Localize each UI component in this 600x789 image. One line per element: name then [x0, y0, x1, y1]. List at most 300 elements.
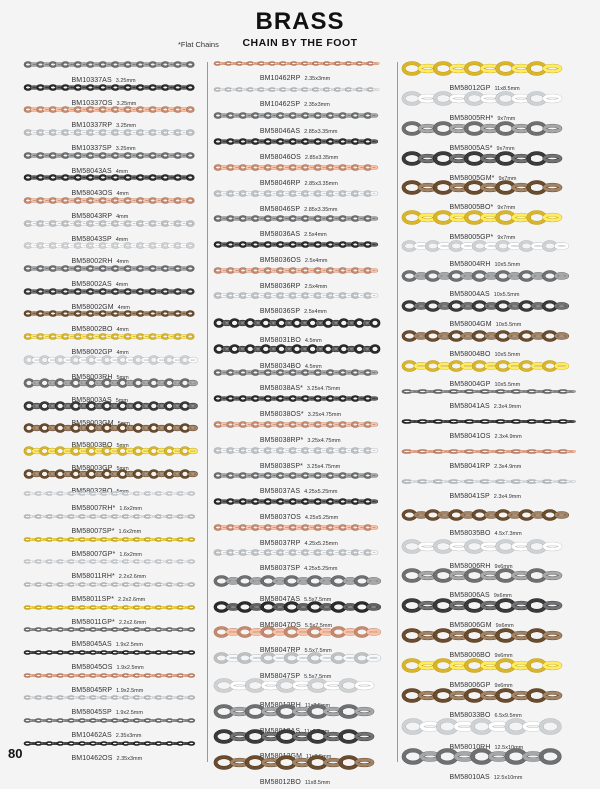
chain-item: [214, 395, 384, 402]
chain-size: 4mm: [118, 305, 130, 311]
chain-link: [371, 475, 377, 477]
chain-code: BM58046SP: [260, 206, 300, 213]
chain-size: 10x5.5mm: [494, 292, 520, 298]
chain-item: [214, 421, 384, 428]
chain-link: [187, 243, 193, 247]
chain-item: [402, 151, 578, 166]
chain-image: [214, 292, 384, 299]
chain-link: [544, 693, 560, 699]
chain-item: [214, 87, 384, 92]
chain-link: [368, 605, 380, 609]
chain-size: 4mm: [116, 237, 128, 243]
chain-link: [187, 108, 193, 112]
chain-code: BM58034BO: [260, 363, 301, 370]
chain-label: [260, 172, 338, 190]
chain-link: [371, 295, 377, 297]
chain-image: [402, 568, 578, 583]
chain-label: [72, 588, 146, 606]
chain-item: [402, 240, 578, 252]
chain-link: [187, 62, 193, 66]
chain-item: [214, 447, 384, 454]
chain-size: 4mm: [116, 282, 128, 288]
chain-image: [214, 318, 384, 328]
chain-size: 5.5x7.5mm: [304, 597, 331, 603]
chain-label: [450, 373, 521, 391]
chain-code: BM10462AS: [72, 732, 112, 739]
chain-label: [450, 455, 522, 473]
chain-code: BM10462SP: [260, 101, 300, 108]
chain-size: 4mm: [117, 191, 129, 197]
chain-image: [214, 421, 384, 428]
chain-item: [402, 568, 578, 583]
chain-image: [24, 605, 200, 610]
chain-code: BM58011RH*: [72, 573, 115, 580]
chain-link: [373, 63, 379, 65]
chain-link: [368, 656, 380, 660]
chain-image: [24, 61, 200, 68]
chain-code: BM58046AS: [260, 128, 300, 135]
chain-link: [371, 500, 377, 502]
chain-code: BM58047AS: [260, 596, 300, 603]
chain-size: 2.3x4.9mm: [495, 434, 522, 440]
chain-item: [214, 241, 384, 248]
chain-item: [214, 601, 384, 613]
chain-code: BM58007GP*: [72, 551, 116, 558]
chain-label: [72, 565, 147, 583]
chain-size: 4mm: [117, 350, 129, 356]
chain-code: BM58033BO: [450, 712, 491, 719]
chain-image: [402, 658, 578, 673]
chain-link: [544, 633, 560, 639]
chain-image: [214, 472, 384, 479]
chain-item: [402, 419, 578, 424]
chain-label: [450, 766, 523, 784]
chain-code: BM58032BO: [72, 488, 113, 495]
chain-image: [214, 601, 384, 613]
chain-code: BM58041SP: [450, 493, 490, 500]
chain-image: [214, 190, 384, 197]
chain-item: [402, 658, 578, 673]
chain-code: BM58043AS: [72, 168, 112, 175]
chain-code: BM58012RH: [260, 702, 301, 709]
chain-label: [260, 223, 327, 241]
chain-size: 5mm: [117, 443, 129, 449]
chain-link: [356, 708, 372, 714]
chain-code: BM58012BO: [260, 779, 301, 786]
chain-image: [402, 91, 578, 106]
chain-size: 1.9x2.5mm: [116, 688, 143, 694]
chain-label: [72, 543, 142, 561]
chain-image: [24, 491, 200, 496]
chain-link: [371, 115, 377, 117]
chain-image: [402, 539, 578, 554]
chain-item: [402, 509, 578, 521]
chain-label: [260, 120, 338, 138]
chain-label: [72, 656, 144, 674]
chain-image: [402, 330, 578, 342]
chain-image: [24, 695, 200, 700]
chain-item: [214, 112, 384, 119]
chain-code: BM58006GP: [450, 682, 491, 689]
chain-item: [214, 524, 384, 531]
chain-code: BM58002BO: [72, 326, 113, 333]
chain-link: [371, 372, 377, 374]
chain-label: [260, 249, 328, 267]
chain-image: [24, 741, 200, 746]
chain-item: [24, 718, 200, 723]
chain-image: [24, 310, 200, 317]
chain-label: [450, 395, 521, 413]
chain-item: [402, 61, 578, 76]
chain-size: 2.85x3.35mm: [304, 207, 337, 213]
chain-image: [24, 242, 200, 249]
chain-image: [214, 704, 384, 719]
chain-size: 2.85x3.35mm: [304, 181, 337, 187]
chain-code: BM58004GP: [450, 381, 491, 388]
chain-image: [24, 174, 200, 181]
chain-link: [371, 552, 377, 554]
chain-link: [189, 472, 197, 476]
chain-image: [214, 138, 384, 145]
chain-label: [72, 701, 143, 719]
chain-link: [371, 526, 377, 528]
chain-size: 5mm: [116, 398, 128, 404]
chain-link: [356, 734, 372, 740]
chain-item: [214, 704, 384, 719]
chain-image: [214, 215, 384, 222]
chain-code: BM58046OS: [260, 154, 301, 161]
chain-item: [402, 180, 578, 195]
chain-code: BM58047SP: [260, 673, 300, 680]
chain-code: BM58002GM: [72, 304, 114, 311]
chain-label: [260, 93, 330, 111]
chain-code: BM58047OS: [260, 622, 301, 629]
chain-image: [402, 389, 578, 394]
chain-item: [214, 344, 384, 354]
chain-code: BM58003AS: [72, 397, 112, 404]
chain-image: [402, 479, 578, 484]
chain-item: [214, 498, 384, 505]
chain-label: [260, 275, 327, 293]
chain-label: [260, 771, 330, 789]
chain-item: [402, 688, 578, 703]
chain-item: [24, 355, 200, 365]
chain-image: [402, 360, 578, 372]
chain-label: [72, 611, 147, 629]
chain-code: BM58007SP*: [72, 528, 115, 535]
chain-link: [567, 421, 576, 423]
chain-size: 10x5.5mm: [496, 322, 522, 328]
chain-link: [544, 663, 560, 669]
chain-size: 2.85x3.35mm: [305, 155, 338, 161]
chain-image: [214, 498, 384, 505]
chain-label: [260, 377, 340, 395]
chain-item: [214, 292, 384, 299]
chain-size: 10x5.5mm: [495, 262, 521, 268]
chain-size: 1.6x2mm: [119, 529, 142, 535]
chain-link: [556, 334, 568, 338]
chain-item: [24, 695, 200, 700]
chain-size: 4mm: [117, 327, 129, 333]
chain-image: [24, 537, 200, 542]
chain-size: 3.25mm: [116, 123, 136, 129]
chain-item: [24, 288, 200, 295]
chain-code: BM58005GM*: [450, 175, 495, 182]
chain-size: 1.6x2mm: [119, 552, 142, 558]
chain-item: [402, 449, 578, 454]
chain-link: [373, 88, 379, 90]
chain-code: BM58010AS: [450, 774, 490, 781]
chain-code: BM58003GP: [72, 465, 113, 472]
chain-size: 3.25mm: [117, 101, 137, 107]
chain-item: [24, 220, 200, 227]
chain-code: BM58005RH*: [450, 115, 494, 122]
chain-size: 11x8.5mm: [305, 703, 330, 709]
chain-size: 1.9x2.5mm: [116, 710, 143, 716]
chain-code: BM58012GM: [260, 753, 302, 760]
chain-size: 2.5x4mm: [304, 232, 327, 238]
chain-image: [402, 598, 578, 613]
page-title: BRASS: [0, 8, 600, 36]
chain-label: [450, 485, 521, 503]
chain-item: [24, 469, 200, 479]
chain-item: [24, 627, 200, 632]
chain-link: [556, 274, 568, 278]
chain-link: [556, 244, 568, 248]
chain-image: [24, 197, 200, 204]
chain-link: [544, 573, 560, 579]
chain-image: [214, 729, 384, 744]
chain-item: [214, 472, 384, 479]
chain-code: BM58037AS: [260, 488, 300, 495]
chain-size: 2.2x2.6mm: [119, 574, 146, 580]
chain-size: 9x6mm: [496, 623, 514, 629]
chain-code: BM58038SP*: [260, 463, 303, 470]
chain-image: [24, 650, 200, 655]
column-divider-right: [397, 62, 398, 762]
chain-code: BM58045SP: [72, 709, 112, 716]
chain-label: [72, 747, 143, 765]
chain-image: [24, 514, 200, 519]
chain-label: [260, 300, 327, 318]
chain-label: [260, 480, 338, 498]
chain-image: [214, 678, 384, 693]
chain-size: 9x6mm: [495, 683, 513, 689]
chain-code: BM58011GP*: [72, 619, 115, 626]
chain-label: [450, 343, 521, 361]
chain-size: 4.5x7.3mm: [495, 531, 522, 537]
chain-image: [24, 265, 200, 272]
chain-image: [402, 300, 578, 312]
chain-code: BM58045AS: [72, 641, 112, 648]
chain-size: 2.5x4mm: [304, 309, 327, 315]
chain-code: BM58043RP: [72, 213, 113, 220]
chain-image: [402, 419, 578, 424]
chain-size: 11x8.5mm: [304, 729, 329, 735]
chain-code: BM58037OS: [260, 514, 301, 521]
chain-item: [24, 378, 200, 388]
chain-link: [368, 630, 380, 634]
chain-image: [24, 129, 200, 136]
chain-size: 9x7mm: [498, 176, 516, 182]
chain-item: [24, 537, 200, 542]
chain-item: [24, 129, 200, 136]
chain-code: BM58036AS: [260, 231, 300, 238]
chain-code: BM58038RP*: [260, 437, 303, 444]
chain-code: BM58005GP*: [450, 234, 494, 241]
chain-link: [567, 451, 576, 453]
chain-image: [214, 112, 384, 119]
chain-link: [356, 760, 372, 766]
chain-label: [450, 522, 522, 540]
chain-item: [24, 61, 200, 68]
chain-size: 4.5mm: [305, 364, 322, 370]
chain-label: [260, 532, 338, 550]
chain-link: [556, 513, 568, 517]
chain-label: [260, 146, 338, 164]
chain-code: BM58007RH*: [72, 505, 116, 512]
chain-size: 5.5x7.5mm: [304, 648, 331, 654]
chain-item: [402, 210, 578, 225]
chain-size: 5mm: [117, 466, 129, 472]
chain-image: [24, 718, 200, 723]
chain-item: [24, 673, 200, 678]
chain-size: 9x6mm: [495, 653, 513, 659]
chain-item: [402, 270, 578, 282]
chain-link: [567, 481, 576, 483]
chain-size: 3.25mm: [116, 78, 136, 84]
chain-image: [402, 151, 578, 166]
chain-item: [402, 628, 578, 643]
flat-chains-note: *Flat Chains: [178, 40, 219, 49]
chain-label: [260, 67, 330, 85]
chain-image: [402, 61, 578, 76]
chain-item: [24, 741, 200, 746]
chain-item: [214, 190, 384, 197]
chain-code: BM58045RP: [72, 687, 113, 694]
chain-link: [544, 66, 560, 72]
chain-image: [214, 241, 384, 248]
chain-size: 9x7mm: [497, 116, 515, 122]
chain-item: [402, 539, 578, 554]
chain-item: [214, 549, 384, 556]
chain-code: BM58038AS*: [260, 385, 303, 392]
chain-image: [214, 755, 384, 770]
chain-link: [544, 543, 560, 549]
page-number: 80: [8, 746, 22, 761]
chain-image: [214, 549, 384, 556]
chain-link: [544, 155, 560, 161]
chain-link: [187, 221, 193, 225]
chain-item: [24, 197, 200, 204]
chain-item: [402, 300, 578, 312]
chain-size: 1.6x2mm: [119, 506, 142, 512]
chain-item: [214, 755, 384, 770]
chain-size: 4.5mm: [305, 338, 322, 344]
chain-size: 12.5x10mm: [494, 775, 523, 781]
chain-link: [371, 423, 377, 425]
chain-code: BM58037SP: [260, 565, 300, 572]
chain-item: [214, 575, 384, 587]
chain-code: BM58004AS: [450, 291, 490, 298]
chain-code: BM10337OS: [72, 100, 113, 107]
chain-code: BM58045OS: [72, 664, 113, 671]
chain-image: [24, 446, 200, 456]
chain-code: BM58043OS: [72, 190, 113, 197]
chain-size: 2.35x3mm: [116, 733, 142, 739]
chain-image: [214, 395, 384, 402]
chain-image: [214, 164, 384, 171]
chain-size: 11x8.5mm: [306, 754, 331, 760]
chain-image: [214, 447, 384, 454]
chain-code: BM58011SP*: [72, 596, 115, 603]
chain-size: 2.3x4.9mm: [494, 404, 521, 410]
chain-link: [544, 96, 560, 102]
chain-size: 2.2x2.6mm: [119, 620, 146, 626]
chain-image: [24, 106, 200, 113]
chain-item: [402, 330, 578, 342]
chain-image: [402, 240, 578, 252]
chain-code: BM58004RH: [450, 261, 491, 268]
chain-item: [402, 718, 578, 735]
chain-link: [371, 166, 377, 168]
chain-code: BM10337SP: [72, 145, 112, 152]
chain-size: 10x5.5mm: [495, 382, 521, 388]
chain-link: [371, 192, 377, 194]
chain-link: [187, 176, 193, 180]
chain-size: 4.25x5.25mm: [305, 515, 338, 521]
chain-image: [24, 288, 200, 295]
chain-code: BM10337RP: [72, 122, 113, 129]
chain-image: [214, 61, 384, 66]
chain-image: [402, 718, 578, 735]
chain-size: 4.25x5.25mm: [304, 566, 337, 572]
chain-image: [402, 509, 578, 521]
chain-item: [214, 138, 384, 145]
chain-code: BM58041RP: [450, 463, 491, 470]
chain-size: 4mm: [117, 259, 129, 265]
chain-size: 11x8.5mm: [305, 780, 330, 786]
chain-image: [214, 344, 384, 354]
chain-label: [260, 506, 338, 524]
chain-image: [24, 378, 200, 388]
chain-image: [402, 210, 578, 225]
chain-code: BM58036RP: [260, 283, 301, 290]
chain-label: [260, 557, 338, 575]
chain-code: BM58003RH: [72, 374, 113, 381]
chain-link: [556, 304, 568, 308]
chain-label: [450, 283, 520, 301]
chain-link: [371, 243, 377, 245]
chain-size: 9x7mm: [497, 146, 515, 152]
chain-item: [214, 369, 384, 376]
chain-size: 3.25mm: [116, 146, 136, 152]
chain-code: BM58047RP: [260, 647, 301, 654]
chain-link: [371, 345, 379, 352]
chain-item: [214, 215, 384, 222]
chain-link: [187, 85, 193, 89]
chain-item: [402, 121, 578, 136]
chain-label: [260, 403, 341, 421]
chain-code: BM58006AS: [450, 592, 490, 599]
column-divider-left: [207, 62, 208, 762]
chain-item: [24, 582, 200, 587]
chain-link: [187, 334, 193, 338]
chain-code: BM58035BO: [450, 530, 491, 537]
chain-link: [189, 427, 197, 431]
chain-code: BM58041OS: [450, 433, 491, 440]
chain-size: 2.35x3mm: [304, 102, 330, 108]
